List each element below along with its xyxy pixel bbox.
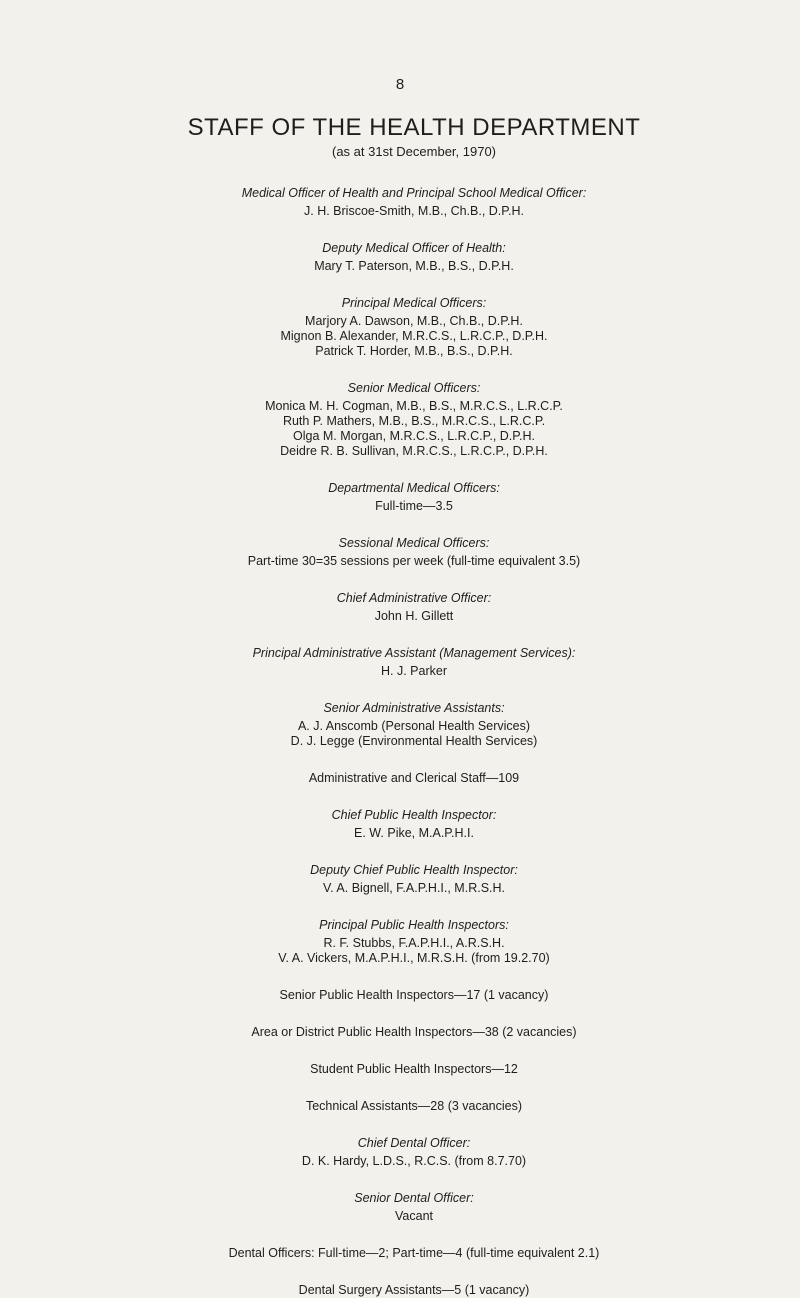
staff-entry: D. K. Hardy, L.D.S., R.C.S. (from 8.7.70) [301,1154,527,1168]
section-heading: Principal Administrative Assistant (Management Services): [252,646,576,660]
staff-entry: Mary T. Paterson, M.B., B.S., D.P.H. [314,259,514,273]
section-heading: Sessional Medical Officers: [338,536,490,550]
staff-entry: V. A. Bignell, F.A.P.H.I., M.R.S.H. [322,881,506,895]
page-number: 8 [395,76,405,93]
section-heading: Departmental Medical Officers: [328,481,500,495]
section-heading: Senior Administrative Assistants: [323,701,505,715]
page-title: STAFF OF THE HEALTH DEPARTMENT [187,114,641,141]
principal-admin-section [0,646,800,679]
area-phi-count: Area or District Public Health Inspectors—38 (2 vacancies) [251,1025,577,1039]
sessional-mo-section [0,536,800,569]
section-heading: Deputy Medical Officer of Health: [322,241,506,255]
staff-entry: H. J. Parker [381,664,447,678]
staff-list [0,186,800,1298]
staff-entry: Part-time 30=35 sessions per week (full-time equivalent 3.5) [247,554,581,568]
dental-officers-count: Dental Officers: Full-time—2; Part-time—4 (full-time equivalent 2.1) [228,1246,600,1260]
chief-phi-section [0,808,800,841]
staff-entry: R. F. Stubbs, F.A.P.H.I., A.R.S.H. [323,936,505,950]
section-heading: Senior Medical Officers: [347,381,481,395]
deputy-phi-section [0,863,800,896]
staff-entry: Olga M. Morgan, M.R.C.S., L.R.C.P., D.P.H. [293,429,535,443]
page-subtitle: (as at 31st December, 1970) [331,144,497,159]
admin-staff-count: Administrative and Clerical Staff—109 [308,771,520,785]
senior-mo-section [0,381,800,459]
senior-phi-count: Senior Public Health Inspectors—17 (1 vacancy) [279,988,549,1002]
staff-entry: Monica M. H. Cogman, M.B., B.S., M.R.C.S., L.R.C.P. [265,399,563,413]
section-heading: Chief Dental Officer: [357,1136,471,1150]
dental-assistants-count: Dental Surgery Assistants—5 (1 vacancy) [298,1283,530,1297]
staff-entry: John H. Gillett [374,609,454,623]
moh-section [0,186,800,219]
section-heading: Chief Administrative Officer: [336,591,492,605]
senior-dental-section [0,1191,800,1224]
staff-entry: A. J. Anscomb (Personal Health Services) [297,719,531,733]
section-heading: Senior Dental Officer: [354,1191,474,1205]
section-heading: Medical Officer of Health and Principal School Medical Officer: [241,186,587,200]
chief-admin-section [0,591,800,624]
principal-mo-section [0,296,800,359]
staff-entry: Patrick T. Horder, M.B., B.S., D.P.H. [315,344,513,358]
staff-entry: V. A. Vickers, M.A.P.H.I., M.R.S.H. (from 19.2.70) [278,951,550,965]
section-heading: Principal Public Health Inspectors: [319,918,509,932]
deputy-moh-section [0,241,800,274]
chief-dental-section [0,1136,800,1169]
section-heading: Principal Medical Officers: [341,296,487,310]
section-heading: Chief Public Health Inspector: [331,808,497,822]
staff-entry: Deidre R. B. Sullivan, M.R.C.S., L.R.C.P., D.P.H. [280,444,548,458]
staff-entry: E. W. Pike, M.A.P.H.I. [354,826,474,840]
staff-entry: Mignon B. Alexander, M.R.C.S., L.R.C.P., D.P.H. [280,329,548,343]
departmental-mo-section [0,481,800,514]
staff-entry: J. H. Briscoe-Smith, M.B., Ch.B., D.P.H. [304,204,524,218]
technical-assistants-count: Technical Assistants—28 (3 vacancies) [305,1099,523,1113]
staff-entry: D. J. Legge (Environmental Health Services) [290,734,538,748]
staff-entry: Ruth P. Mathers, M.B., B.S., M.R.C.S., L.R.C.P. [282,414,546,428]
student-phi-count: Student Public Health Inspectors—12 [310,1062,518,1076]
principal-phi-section [0,918,800,966]
senior-admin-section [0,701,800,749]
staff-entry: Full-time—3.5 [375,499,453,513]
staff-entry: Vacant [395,1209,433,1223]
section-heading: Deputy Chief Public Health Inspector: [310,863,518,877]
staff-entry: Marjory A. Dawson, M.B., Ch.B., D.P.H. [305,314,523,328]
